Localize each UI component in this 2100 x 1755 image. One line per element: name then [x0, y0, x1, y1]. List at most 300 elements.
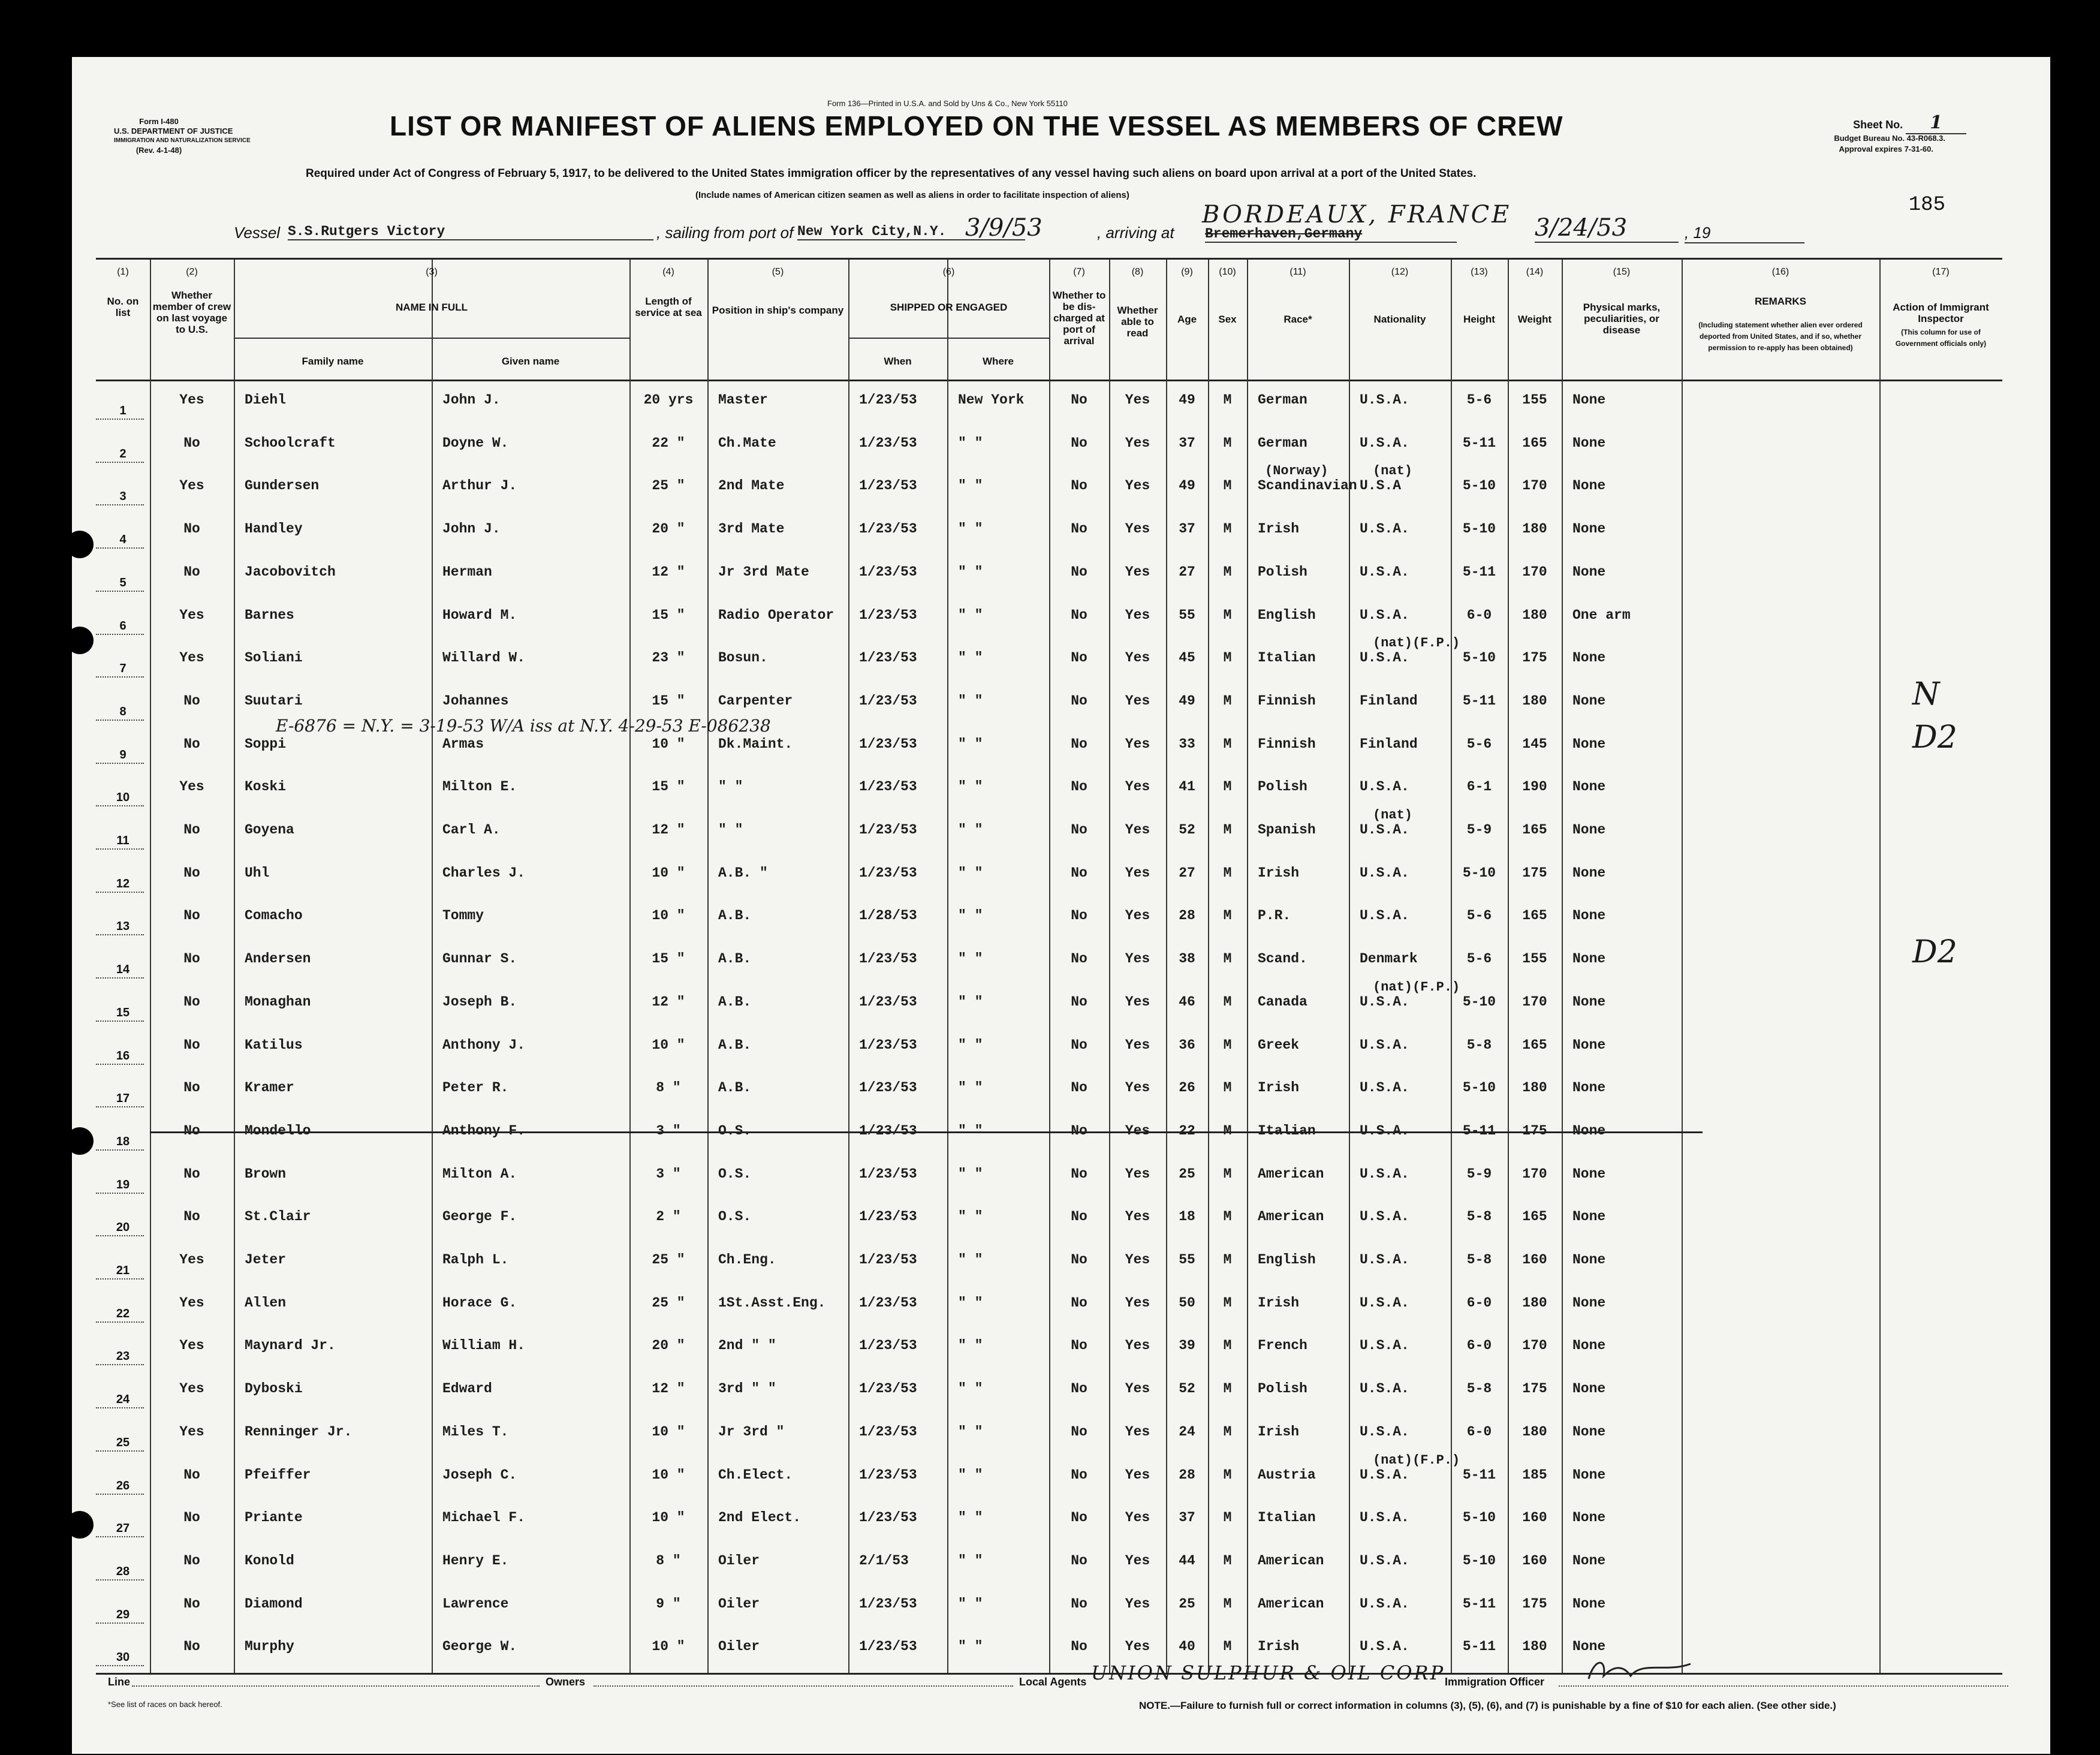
cell-disch: No: [1071, 607, 1087, 623]
owners-rule: [593, 1685, 1013, 1687]
nationality-note: (nat)(F.P.): [1373, 636, 1460, 651]
cell-nat: U.S.A.: [1360, 865, 1409, 881]
cell-family: Kramer: [245, 1080, 294, 1096]
cell-nat: U.S.A.: [1360, 779, 1409, 795]
cell-where: " ": [958, 693, 983, 709]
cell-nat: U.S.A.: [1360, 1552, 1409, 1569]
cell-position: O.S.: [718, 1209, 752, 1225]
cell-read: Yes: [1125, 1596, 1150, 1612]
cell-prev: Yes: [179, 1381, 204, 1397]
cell-race: American: [1258, 1596, 1324, 1612]
row-dotted-rule: [96, 1278, 144, 1280]
row-number: 17: [116, 1092, 130, 1106]
cell-nat: Finland: [1360, 736, 1418, 752]
cell-nat: U.S.A.: [1360, 607, 1409, 623]
cell-age: 37: [1179, 1510, 1195, 1526]
printer-line: Form 136—Printed in U.S.A. and Sold by Uns & Co., New York 55110: [827, 99, 1068, 108]
cell-family: Comacho: [245, 908, 303, 924]
cell-race: Italian: [1258, 650, 1316, 666]
department: U.S. DEPARTMENT OF JUSTICE: [114, 127, 233, 136]
cell-position: Oiler: [718, 1552, 760, 1569]
cell-prev: Yes: [179, 779, 204, 795]
cell-position: Bosun.: [718, 650, 768, 666]
cell-where: " ": [958, 1510, 983, 1526]
cell-age: 22: [1179, 1122, 1195, 1139]
cell-race: German: [1258, 392, 1307, 408]
cell-nat: U.S.A.: [1360, 650, 1409, 666]
column-header: Action of Immigrant Inspector: [1893, 302, 1989, 324]
row-dotted-rule: [96, 805, 144, 806]
column-number: (17): [1932, 267, 1950, 277]
agents-label: Local Agents: [1019, 1676, 1087, 1688]
cell-service: 12 ": [652, 994, 685, 1010]
table-row: [96, 1113, 2002, 1157]
cell-where: " ": [958, 1338, 983, 1354]
inspector-action: N: [1912, 676, 1940, 712]
cell-prev: Yes: [179, 1295, 204, 1311]
cell-height: 6-0: [1466, 1423, 1492, 1440]
cell-when: 1/23/53: [859, 865, 917, 881]
cell-age: 52: [1179, 822, 1195, 838]
table-row: [96, 979, 2002, 1028]
cell-nat: U.S.A.: [1360, 1166, 1409, 1182]
column-header: No. on list: [107, 296, 139, 318]
cell-nat: U.S.A.: [1360, 564, 1409, 580]
column-number: (8): [1131, 267, 1144, 277]
cell-read: Yes: [1125, 1166, 1150, 1182]
column-number: (12): [1391, 267, 1409, 277]
port-from: New York City,N.Y.: [797, 224, 1025, 240]
cell-prev: No: [183, 1166, 200, 1182]
cell-nat: U.S.A.: [1360, 392, 1409, 408]
column-header: Weight: [1517, 314, 1552, 325]
cell-age: 37: [1179, 521, 1195, 537]
cell-given: Joseph C.: [442, 1467, 517, 1483]
cell-when: 1/23/53: [859, 1166, 917, 1182]
cell-disch: No: [1071, 1552, 1087, 1569]
service: IMMIGRATION AND NATURALIZATION SERVICE: [114, 137, 251, 144]
cell-race: Polish: [1258, 1381, 1307, 1397]
cell-service: 22 ": [652, 435, 685, 451]
cell-nat: U.S.A.: [1360, 908, 1409, 924]
column-header: Length of service at sea: [635, 296, 702, 318]
cell-sex: M: [1223, 1639, 1232, 1655]
cell-given: Carl A.: [442, 822, 501, 838]
row-dotted-rule: [96, 1407, 144, 1408]
cell-position: A.B.: [718, 994, 752, 1010]
table-row: [96, 598, 2002, 642]
row-dotted-rule: [96, 934, 144, 935]
cell-family: Handley: [245, 521, 303, 537]
cell-read: Yes: [1125, 736, 1150, 752]
column-number: (11): [1289, 267, 1306, 277]
cell-nat: U.S.A.: [1360, 1122, 1409, 1139]
cell-nat: U.S.A: [1360, 478, 1402, 494]
cell-where: " ": [958, 1209, 983, 1225]
column-header: REMARKS: [1755, 296, 1806, 307]
cell-position: A.B. ": [718, 865, 768, 881]
cell-when: 1/23/53: [859, 822, 917, 838]
cell-height: 5-8: [1466, 1252, 1492, 1268]
cell-weight: 185: [1522, 1467, 1547, 1483]
cell-where: " ": [958, 779, 983, 795]
cell-weight: 165: [1522, 1037, 1547, 1053]
cell-where: " ": [958, 1552, 983, 1569]
column-header: Height: [1463, 314, 1495, 325]
cell-where: " ": [958, 865, 983, 881]
sheet-number: 1: [1906, 112, 1966, 134]
binder-hole: [66, 627, 94, 654]
cell-prev: No: [183, 736, 200, 752]
cell-family: Jeter: [245, 1252, 287, 1268]
cell-prev: Yes: [179, 650, 204, 666]
cell-given: Peter R.: [442, 1080, 509, 1096]
cell-disch: No: [1071, 908, 1087, 924]
cell-sex: M: [1223, 1122, 1232, 1139]
cell-height: 5-9: [1466, 822, 1492, 838]
cell-read: Yes: [1125, 1381, 1150, 1397]
cell-marks: None: [1572, 1423, 1606, 1440]
cell-read: Yes: [1125, 564, 1150, 580]
row-number: 2: [119, 447, 126, 460]
shipped-subhead-rule: [848, 338, 1049, 339]
cell-marks: None: [1572, 1080, 1606, 1096]
inspector-action: D2: [1912, 934, 1957, 971]
cell-marks: None: [1572, 392, 1606, 408]
cell-given: Herman: [442, 564, 492, 580]
cell-given: Johannes: [442, 693, 509, 709]
cell-position: Radio Operator: [718, 607, 834, 623]
cell-weight: 180: [1522, 607, 1547, 623]
cell-height: 6-0: [1466, 1338, 1492, 1354]
date-from: 3/9/53: [965, 214, 1043, 242]
cell-prev: No: [183, 951, 200, 967]
cell-position: 3rd Mate: [718, 521, 785, 537]
cell-race: Italian: [1258, 1122, 1316, 1139]
cell-sex: M: [1223, 1209, 1232, 1225]
row-dotted-rule: [96, 504, 144, 505]
cell-position: 2nd " ": [718, 1338, 776, 1354]
row-number: 30: [116, 1651, 130, 1664]
row-dotted-rule: [96, 462, 144, 463]
cell-sex: M: [1223, 908, 1232, 924]
nationality-note: (nat)(F.P.): [1373, 979, 1460, 995]
penalty-note: NOTE.—Failure to furnish full or correct information in columns (3), (5), (6), and (7) is punishable by a fine of $10 for each alien. (See other side.): [1139, 1700, 1836, 1711]
cell-race: Irish: [1258, 1295, 1300, 1311]
cell-when: 1/23/53: [859, 607, 917, 623]
table-row: [96, 426, 2002, 469]
table-row: [96, 1371, 2002, 1415]
cell-disch: No: [1071, 1381, 1087, 1397]
cell-position: Carpenter: [718, 693, 793, 709]
cell-family: Priante: [245, 1510, 303, 1526]
cell-disch: No: [1071, 1295, 1087, 1311]
column-number: (4): [662, 267, 674, 277]
cell-where: " ": [958, 1381, 983, 1397]
cell-race: Irish: [1258, 521, 1300, 537]
table-row: [96, 934, 2002, 985]
cell-marks: None: [1572, 822, 1606, 838]
cell-given: George W.: [442, 1639, 517, 1655]
cell-height: 5-10: [1462, 1552, 1496, 1569]
cell-read: Yes: [1125, 1338, 1150, 1354]
cell-read: Yes: [1125, 951, 1150, 967]
cell-weight: 190: [1522, 779, 1547, 795]
cell-sex: M: [1223, 1552, 1232, 1569]
cell-age: 25: [1179, 1596, 1195, 1612]
cell-prev: No: [183, 1080, 200, 1096]
column-header: NAME IN FULL: [396, 302, 468, 313]
cell-family: Brown: [245, 1166, 287, 1182]
cell-sex: M: [1223, 1381, 1232, 1397]
cell-race: French: [1258, 1338, 1307, 1354]
cell-race: American: [1258, 1166, 1324, 1182]
cell-race: Polish: [1258, 564, 1307, 580]
cell-height: 6-0: [1466, 1295, 1492, 1311]
cell-family: Schoolcraft: [245, 435, 336, 451]
cell-prev: No: [183, 435, 200, 451]
cell-disch: No: [1071, 435, 1087, 451]
manifest-page: [72, 57, 2050, 1754]
cell-service: 15 ": [652, 607, 685, 623]
column-number: (16): [1771, 267, 1789, 277]
cell-race: Irish: [1258, 1080, 1300, 1096]
cell-marks: None: [1572, 1209, 1606, 1225]
cell-nat: U.S.A.: [1360, 994, 1409, 1010]
cell-position: Ch.Eng.: [718, 1252, 776, 1268]
cell-where: " ": [958, 1037, 983, 1053]
cell-disch: No: [1071, 994, 1087, 1010]
cell-age: 27: [1179, 865, 1195, 881]
cell-position: 3rd " ": [718, 1381, 776, 1397]
row-number: 25: [116, 1435, 130, 1449]
row-number: 29: [116, 1608, 130, 1621]
cell-height: 5-8: [1466, 1037, 1492, 1053]
cell-race: American: [1258, 1209, 1324, 1225]
row-dotted-rule: [96, 763, 144, 764]
row-dotted-rule: [96, 1064, 144, 1065]
row-dotted-rule: [96, 1450, 144, 1452]
cell-weight: 180: [1522, 1295, 1547, 1311]
cell-marks: None: [1572, 1166, 1606, 1182]
cell-marks: None: [1572, 1122, 1606, 1139]
cell-where: " ": [958, 736, 983, 752]
cell-read: Yes: [1125, 478, 1150, 494]
cell-age: 49: [1179, 392, 1195, 408]
cell-race: Finnish: [1258, 693, 1316, 709]
cell-age: 25: [1179, 1166, 1195, 1182]
table-row: [96, 1157, 2002, 1200]
cell-prev: No: [183, 908, 200, 924]
when-subhead: When: [884, 356, 912, 367]
cell-family: Uhl: [245, 865, 270, 881]
cell-service: 10 ": [652, 1423, 685, 1440]
column-header: Whether to be dis-charged at port of arrival: [1052, 290, 1106, 347]
line-label: Line: [108, 1676, 131, 1688]
table-row: [96, 511, 2002, 555]
cell-given: Lawrence: [442, 1596, 509, 1612]
cell-where: " ": [958, 1596, 983, 1612]
cell-weight: 160: [1522, 1510, 1547, 1526]
cell-given: Anthony J.: [442, 1037, 526, 1053]
where-subhead: Where: [983, 356, 1014, 367]
cell-height: 5-10: [1462, 865, 1496, 881]
row-number: 3: [119, 490, 126, 504]
cell-height: 5-10: [1462, 1510, 1496, 1526]
cell-given: Arthur J.: [442, 478, 517, 494]
cell-position: 2nd Mate: [718, 478, 785, 494]
row-dotted-rule: [96, 892, 144, 893]
cell-when: 1/23/53: [859, 1639, 917, 1655]
row-dotted-rule: [96, 1665, 144, 1666]
cell-position: A.B.: [718, 1080, 752, 1096]
cell-disch: No: [1071, 1252, 1087, 1268]
cell-height: 6-1: [1466, 779, 1492, 795]
cell-race: Spanish: [1258, 822, 1316, 838]
sheet-label: Sheet No.: [1853, 119, 1903, 131]
cell-family: Diamond: [245, 1596, 303, 1612]
cell-nat: U.S.A.: [1360, 521, 1409, 537]
cell-family: Monaghan: [245, 994, 311, 1010]
cell-family: Katilus: [245, 1037, 303, 1053]
binder-hole: [33, 89, 61, 116]
cell-position: Master: [718, 392, 768, 408]
table-row: [96, 1242, 2002, 1286]
cell-weight: 180: [1522, 521, 1547, 537]
cell-read: Yes: [1125, 1552, 1150, 1569]
family-name-subhead: Family name: [302, 356, 364, 367]
cell-race: Scand.: [1258, 951, 1307, 967]
row-number: 24: [116, 1393, 130, 1407]
cell-sex: M: [1223, 478, 1232, 494]
cell-where: " ": [958, 564, 983, 580]
cell-sex: M: [1223, 736, 1232, 752]
cell-marks: None: [1572, 1639, 1606, 1655]
cell-disch: No: [1071, 1037, 1087, 1053]
row-dotted-rule: [96, 1193, 144, 1194]
row-dotted-rule: [96, 848, 144, 850]
cell-service: 2 ": [656, 1209, 681, 1225]
cell-given: Henry E.: [442, 1552, 509, 1569]
revision: (Rev. 4-1-48): [135, 146, 182, 155]
cell-marks: None: [1572, 1552, 1606, 1569]
cell-height: 5-10: [1462, 1080, 1496, 1096]
cell-race: English: [1258, 607, 1316, 623]
column-number: (3): [426, 267, 438, 277]
cell-age: 55: [1179, 607, 1195, 623]
column-number: (5): [772, 267, 784, 277]
cell-disch: No: [1071, 521, 1087, 537]
cell-when: 1/23/53: [859, 1338, 917, 1354]
cell-weight: 145: [1522, 736, 1547, 752]
cell-prev: No: [183, 1552, 200, 1569]
cell-service: 12 ": [652, 822, 685, 838]
cell-weight: 180: [1522, 1080, 1547, 1096]
table-row: [96, 856, 2002, 899]
row-dotted-rule: [96, 1321, 144, 1323]
cell-disch: No: [1071, 1423, 1087, 1440]
cell-given: John J.: [442, 521, 501, 537]
cell-age: 26: [1179, 1080, 1195, 1096]
nationality-note: (nat)(F.P.): [1373, 1452, 1460, 1468]
cell-height: 5-10: [1462, 521, 1496, 537]
column-header: Whether able to read: [1117, 305, 1158, 339]
cell-marks: None: [1572, 1252, 1606, 1268]
row-dotted-rule: [96, 1149, 144, 1151]
crew-table: [96, 258, 2002, 1675]
budget-line: Budget Bureau No. 43-R068.3.: [1834, 134, 1945, 143]
cell-given: Ralph L.: [442, 1252, 509, 1268]
cell-age: 41: [1179, 779, 1195, 795]
cell-disch: No: [1071, 1639, 1087, 1655]
cell-marks: None: [1572, 564, 1606, 580]
cell-marks: None: [1572, 1596, 1606, 1612]
cell-height: 5-6: [1466, 908, 1492, 924]
cell-race: Scandinavian: [1258, 478, 1357, 494]
cell-age: 39: [1179, 1338, 1195, 1354]
cell-disch: No: [1071, 736, 1087, 752]
cell-sex: M: [1223, 1338, 1232, 1354]
cell-race: Canada: [1258, 994, 1307, 1010]
row-number: 19: [116, 1178, 130, 1191]
cell-sex: M: [1223, 865, 1232, 881]
cell-position: Ch.Elect.: [718, 1467, 793, 1483]
cell-read: Yes: [1125, 1209, 1150, 1225]
table-row: [96, 1587, 2002, 1630]
cell-family: Soliani: [245, 650, 303, 666]
cell-weight: 165: [1522, 1209, 1547, 1225]
cell-height: 5-11: [1462, 693, 1496, 709]
cell-where: " ": [958, 1467, 983, 1483]
cell-sex: M: [1223, 392, 1232, 408]
cell-position: O.S.: [718, 1166, 752, 1182]
cell-read: Yes: [1125, 779, 1150, 795]
cell-given: Michael F.: [442, 1510, 526, 1526]
table-row: [96, 1452, 2002, 1501]
cell-weight: 175: [1522, 1596, 1547, 1612]
row-number: 7: [119, 662, 126, 676]
race-note: (Norway): [1265, 463, 1328, 479]
binder-hole: [66, 1127, 94, 1155]
cell-sex: M: [1223, 951, 1232, 967]
cell-when: 1/23/53: [859, 392, 917, 408]
nationality-note: (nat): [1373, 463, 1413, 479]
cell-read: Yes: [1125, 1122, 1150, 1139]
cell-when: 1/23/53: [859, 1596, 917, 1612]
cell-service: 12 ": [652, 1381, 685, 1397]
column-number: (14): [1526, 267, 1544, 277]
table-row: [96, 808, 2002, 856]
cell-age: 50: [1179, 1295, 1195, 1311]
cell-prev: No: [183, 1510, 200, 1526]
cell-position: Oiler: [718, 1596, 760, 1612]
cell-age: 49: [1179, 478, 1195, 494]
row-dotted-rule: [96, 1536, 144, 1537]
table-row: [96, 1070, 2002, 1114]
cell-nat: U.S.A.: [1360, 435, 1409, 451]
cell-when: 1/23/53: [859, 1252, 917, 1268]
cell-when: 1/23/53: [859, 1381, 917, 1397]
cell-where: " ": [958, 822, 983, 838]
row-number: 15: [116, 1006, 130, 1019]
cell-given: Tommy: [442, 908, 484, 924]
cell-marks: None: [1572, 994, 1606, 1010]
cell-marks: One arm: [1572, 607, 1631, 623]
cell-disch: No: [1071, 1122, 1087, 1139]
cell-given: Milton A.: [442, 1166, 517, 1182]
cell-age: 38: [1179, 951, 1195, 967]
cell-disch: No: [1071, 1209, 1087, 1225]
